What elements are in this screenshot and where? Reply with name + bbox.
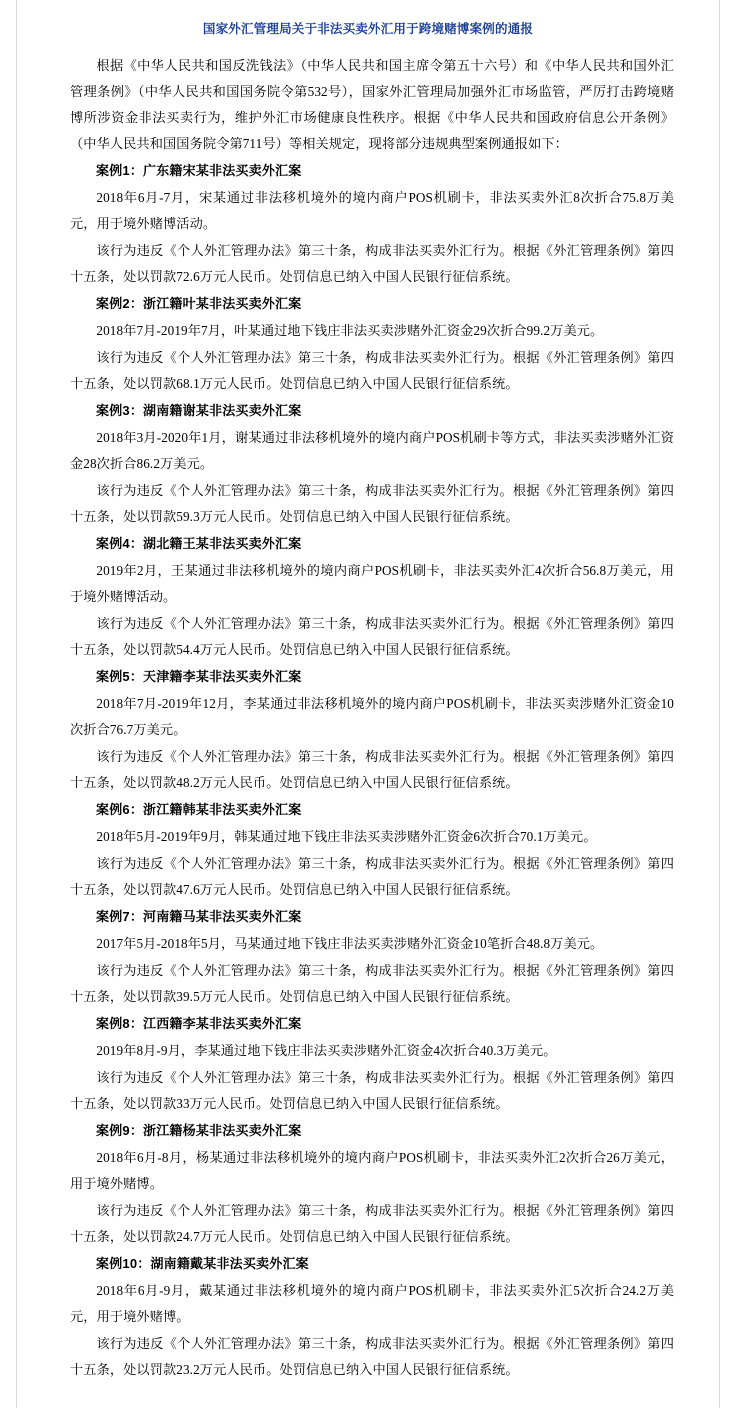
case-heading-4: 案例4：湖北籍王某非法买卖外汇案: [96, 535, 302, 551]
case-heading-8: 案例8：江西籍李某非法买卖外汇案: [96, 1015, 302, 1031]
case-facts-10: 2018年6月-9月，戴某通过非法移机境外的境内商户POS机刷卡，非法买卖外汇5次折合24.2万美元，用于境外赌博。: [70, 1282, 674, 1324]
case-facts-9: 2018年6月-8月，杨某通过非法移机境外的境内商户POS机刷卡，非法买卖外汇2次折合26万美元，用于境外赌博。: [70, 1149, 674, 1191]
case-penalty-4: 该行为违反《个人外汇管理办法》第三十条，构成非法买卖外汇行为。根据《外汇管理条例》第四十五条，处以罚款54.4万元人民币。处罚信息已纳入中国人民银行征信系统。: [70, 615, 674, 657]
case-heading-5: 案例5：天津籍李某非法买卖外汇案: [96, 668, 302, 684]
case-facts-6: 2018年5月-2019年9月，韩某通过地下钱庄非法买卖涉赌外汇资金6次折合70.1万美元。: [96, 828, 597, 844]
case-heading-6: 案例6：浙江籍韩某非法买卖外汇案: [96, 801, 302, 817]
case-heading-3: 案例3：湖南籍谢某非法买卖外汇案: [96, 402, 302, 418]
case-facts-3: 2018年3月-2020年1月，谢某通过非法移机境外的境内商户POS机刷卡等方式，非法买卖涉赌外汇资金28次折合86.2万美元。: [70, 429, 674, 471]
case-penalty-3: 该行为违反《个人外汇管理办法》第三十条，构成非法买卖外汇行为。根据《外汇管理条例》第四十五条，处以罚款59.3万元人民币。处罚信息已纳入中国人民银行征信系统。: [70, 482, 674, 524]
case-penalty-2: 该行为违反《个人外汇管理办法》第三十条，构成非法买卖外汇行为。根据《外汇管理条例》第四十五条，处以罚款68.1万元人民币。处罚信息已纳入中国人民银行征信系统。: [70, 349, 674, 391]
case-facts-4: 2019年2月，王某通过非法移机境外的境内商户POS机刷卡，非法买卖外汇4次折合56.8万美元，用于境外赌博活动。: [70, 562, 674, 604]
case-penalty-7: 该行为违反《个人外汇管理办法》第三十条，构成非法买卖外汇行为。根据《外汇管理条例》第四十五条，处以罚款39.5万元人民币。处罚信息已纳入中国人民银行征信系统。: [70, 962, 674, 1004]
case-penalty-1: 该行为违反《个人外汇管理办法》第三十条，构成非法买卖外汇行为。根据《外汇管理条例》第四十五条，处以罚款72.6万元人民币。处罚信息已纳入中国人民银行征信系统。: [70, 242, 674, 284]
case-penalty-5: 该行为违反《个人外汇管理办法》第三十条，构成非法买卖外汇行为。根据《外汇管理条例》第四十五条，处以罚款48.2万元人民币。处罚信息已纳入中国人民银行征信系统。: [70, 748, 674, 790]
left-margin-rule: [16, 0, 17, 1408]
case-facts-2: 2018年7月-2019年7月，叶某通过地下钱庄非法买卖涉赌外汇资金29次折合99.2万美元。: [96, 322, 604, 338]
case-facts-1: 2018年6月-7月，宋某通过非法移机境外的境内商户POS机刷卡，非法买卖外汇8次折合75.8万美元，用于境外赌博活动。: [70, 189, 674, 231]
case-penalty-6: 该行为违反《个人外汇管理办法》第三十条，构成非法买卖外汇行为。根据《外汇管理条例》第四十五条，处以罚款47.6万元人民币。处罚信息已纳入中国人民银行征信系统。: [70, 855, 674, 897]
document-body: [0, 53, 736, 1408]
case-penalty-9: 该行为违反《个人外汇管理办法》第三十条，构成非法买卖外汇行为。根据《外汇管理条例》第四十五条，处以罚款24.7万元人民币。处罚信息已纳入中国人民银行征信系统。: [70, 1202, 674, 1244]
intro-paragraph: 根据《中华人民共和国反洗钱法》（中华人民共和国主席令第五十六号）和《中华人民共和国外汇管理条例》（中华人民共和国国务院令第532号），国家外汇管理局加强外汇市场监管，严厉打击跨境赌博所涉资金非法买卖行为，维护外汇市场健康良性秩序。根据《中华人民共和国政府信息公开条例》（中华人民共和国国务院令第711号）等相关规定，现将部分违规典型案例通报如下：: [70, 57, 674, 151]
case-facts-8: 2019年8月-9月，李某通过地下钱庄非法买卖涉赌外汇资金4次折合40.3万美元。: [96, 1042, 557, 1058]
case-heading-1: 案例1：广东籍宋某非法买卖外汇案: [96, 162, 302, 178]
case-heading-2: 案例2：浙江籍叶某非法买卖外汇案: [96, 295, 302, 311]
page-title: 国家外汇管理局关于非法买卖外汇用于跨境赌博案例的通报: [202, 22, 534, 36]
case-heading-9: 案例9：浙江籍杨某非法买卖外汇案: [96, 1122, 302, 1138]
case-facts-5: 2018年7月-2019年12月，李某通过非法移机境外的境内商户POS机刷卡，非法买卖涉赌外汇资金10次折合76.7万美元。: [70, 695, 674, 737]
case-heading-7: 案例7：河南籍马某非法买卖外汇案: [96, 908, 302, 924]
right-margin-rule: [719, 0, 720, 1408]
case-penalty-10: 该行为违反《个人外汇管理办法》第三十条，构成非法买卖外汇行为。根据《外汇管理条例》第四十五条，处以罚款23.2万元人民币。处罚信息已纳入中国人民银行征信系统。: [70, 1335, 674, 1377]
case-facts-7: 2017年5月-2018年5月，马某通过地下钱庄非法买卖涉赌外汇资金10笔折合48.8万美元。: [96, 935, 604, 951]
case-penalty-8: 该行为违反《个人外汇管理办法》第三十条，构成非法买卖外汇行为。根据《外汇管理条例》第四十五条，处以罚款33万元人民币。处罚信息已纳入中国人民银行征信系统。: [70, 1069, 674, 1111]
case-heading-10: 案例10：湖南籍戴某非法买卖外汇案: [96, 1255, 309, 1271]
